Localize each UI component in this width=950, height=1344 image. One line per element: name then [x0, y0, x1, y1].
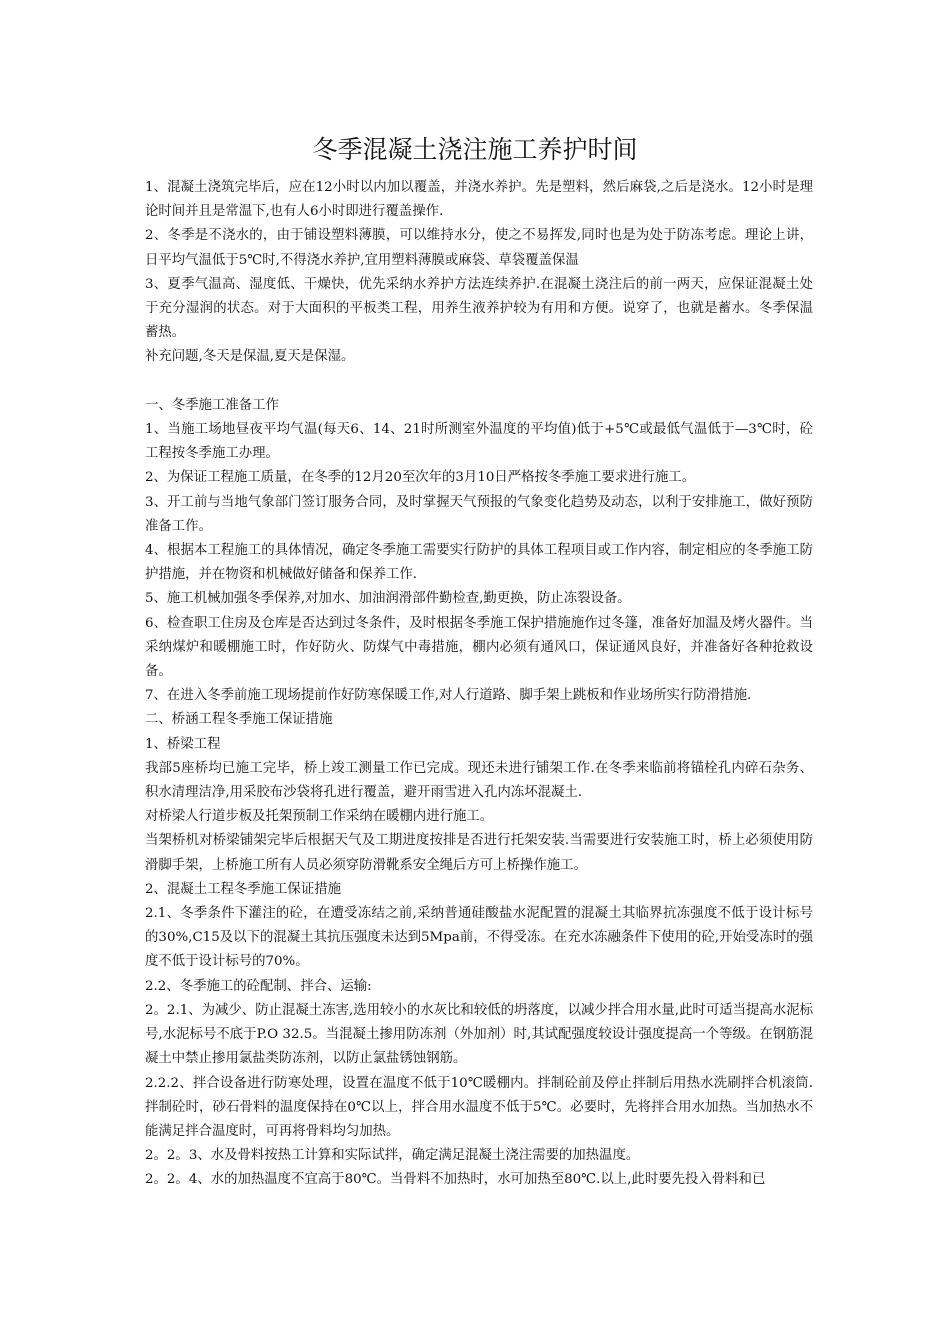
- paragraph: [145, 370, 813, 394]
- paragraph: 2。2.1、为减少、防止混凝土冻害,选用较小的水灰比和较低的坍落度，以减少拌合用水量,此时可适当提高水泥标号,水泥标号不底于P.O 32.5。当混凝土掺用防冻剂（外加剂）时,其试配强度较设计强度提高一个等级。在钢筋混凝土中禁止掺用氯盐类防冻剂，以防止氯盐锈蚀钢筋。: [145, 1002, 813, 1067]
- paragraph: 2.2、冬季施工的砼配制、拌合、运输:: [145, 978, 372, 994]
- paragraph: 5、施工机械加强冬季保养,对加水、加油润滑部件勤检查,勤更换，防止冻裂设备。: [145, 591, 631, 607]
- paragraph: 2。2。3、水及骨料按热工计算和实际试拌，确定满足混凝土浇注需要的加热温度。: [145, 1148, 640, 1164]
- paragraph: 1、混凝土浇筑完毕后，应在12小时以内加以覆盖，并浇水养护。先是塑料，然后麻袋,之后是浇水。12小时是理论时间并且是常温下,也有人6小时即进行覆盖操作.: [145, 180, 813, 220]
- document-body: [145, 176, 813, 1193]
- paragraph: 2。2。4、水的加热温度不宜高于80℃。当骨料不加热时，水可加热至80℃.以上,此时要先投入骨料和已: [145, 1172, 766, 1188]
- paragraph: 二、桥涵工程冬季施工保证措施: [145, 712, 333, 728]
- paragraph: 3、夏季气温高、湿度低、干燥快，优先采纳水养护方法连续养护.在混凝土浇注后的前一两天，应保证混凝土处于充分湿润的状态。对于大面积的平板类工程，用养生液养护较为有用和方便。说穿了，也就是蓄水。冬季保温蓄热。: [145, 276, 813, 341]
- paragraph: 2.1、冬季条件下灌注的砼，在遭受冻结之前,采纳普通硅酸盐水泥配置的混凝土其临界抗冻强度不低于设计标号的30%,C15及以下的混凝土其抗压强度未达到5Mpa前，不得受冻。在充水冻融条件下使用的砼,开始受冻时的强度不低于设计标号的70%。: [145, 906, 813, 970]
- paragraph: 我部5座桥均已施工完毕，桥上竣工测量工作已完成。现还未进行铺架工作.在冬季来临前将锚栓孔内碎石杂务、积水清理洁净,用采胶布沙袋将孔进行覆盖，避开雨雪进入孔内冻坏混凝土.: [145, 760, 813, 801]
- paragraph: 2.2.2、拌合设备进行防寒处理，设置在温度不低于10℃暖棚内。拌制砼前及停止拌制后用热水洗刷拌合机滚筒.拌制砼时，砂石骨料的温度保持在0℃以上，拌合用水温度不低于5℃。必要时，先将拌合用水加热。当加热水不能满足拌合温度时，可再将骨料均匀加热。: [145, 1075, 813, 1139]
- paragraph: 6、检查职工住房及仓库是否达到过冬条件，及时根据冬季施工保护措施施作过冬篷，准备好加温及烤火器件。当采纳煤炉和暖棚施工时，作好防火、防煤气中毒措施，棚内必须有通风口，保证通风良好，并准备好各种抢救设备。: [145, 615, 813, 680]
- paragraph: 7、在进入冬季前施工现场提前作好防寒保暖工作,对人行道路、脚手架上跳板和作业场所实行防滑措施.: [145, 688, 752, 704]
- paragraph: 1、桥梁工程: [145, 736, 221, 752]
- paragraph: 一、冬季施工准备工作: [145, 397, 279, 413]
- paragraph: 对桥梁人行道步板及托架预制工作采纳在暖棚内进行施工。: [145, 809, 494, 825]
- paragraph: 4、根据本工程施工的具体情况，确定冬季施工需要实行防护的具体工程项目或工作内容，制定相应的冬季施工防护措施，并在物资和机械做好储备和保养工作.: [145, 543, 813, 583]
- paragraph: 1、当施工场地昼夜平均气温(每天6、14、21时所测室外温度的平均值)低于+5℃或最低气温低于—3℃时，砼工程按冬季施工办理。: [145, 422, 813, 462]
- paragraph: 2、为保证工程施工质量，在冬季的12月20至次年的3月10日严格按冬季施工要求进行施工。: [145, 470, 696, 486]
- paragraph: 2、冬季是不浇水的，由于铺设塑料薄膜，可以维持水分，使之不易挥发,同时也是为处于防冻考虑。理论上讲，日平均气温低于5℃时,不得浇水养护,宜用塑料薄膜或麻袋、草袋覆盖保温: [145, 228, 813, 268]
- paragraph: 当架桥机对桥梁铺架完毕后根据天气及工期进度按排是否进行托架安装.当需要进行安装施工时，桥上必须使用防滑脚手架，上桥施工所有人员必须穿防滑靴系安全绳后方可上桥操作施工。: [145, 833, 813, 873]
- paragraph: 3、开工前与当地气象部门签订服务合同，及时掌握天气预报的气象变化趋势及动态，以利于安排施工，做好预防准备工作。: [145, 494, 813, 534]
- paragraph: 2、混凝土工程冬季施工保证措施: [145, 881, 341, 897]
- document-title: 冬季混凝土浇注施工养护时间: [312, 135, 638, 164]
- paragraph: 补充问题,冬天是保温,夏天是保湿。: [145, 349, 355, 365]
